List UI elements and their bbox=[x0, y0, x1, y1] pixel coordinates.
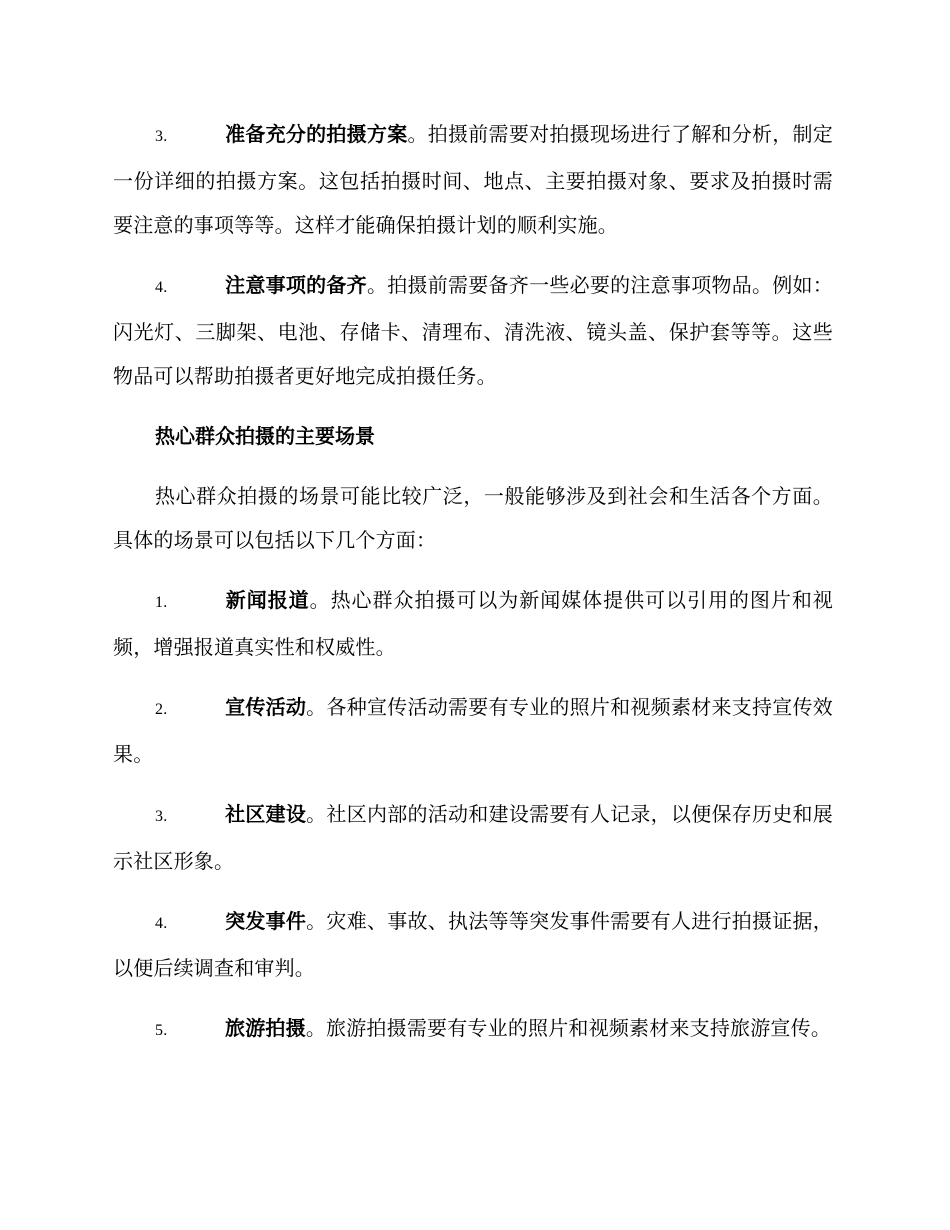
list-item-title-punct: 。 bbox=[309, 588, 331, 612]
list-item-text: 拍摄前需要对拍摄现场进行了解和分析，制定一份详细的拍摄方案。这包括拍摄时间、地点、主要拍摄对象、要求及拍摄时需要注意的事项等等。这样才能确保拍摄计划的顺利实施。 bbox=[113, 122, 834, 237]
list-item-title: 注意事项的备齐 bbox=[225, 273, 367, 297]
list-item-title-punct: 。 bbox=[407, 122, 428, 146]
intro-paragraph: 热心群众拍摄的场景可能比较广泛，一般能够涉及到社会和生活各个方面。具体的场景可以包括以下几个方面： bbox=[113, 484, 833, 552]
list-item-title: 准备充分的拍摄方案 bbox=[225, 122, 408, 146]
list-number: 1. bbox=[155, 594, 168, 611]
list-item-title-punct: 。 bbox=[306, 909, 327, 933]
list-item-text: 拍摄前需要备齐一些必要的注意事项物品。例如：闪光灯、三脚架、电池、存储卡、清理布、清洗液、镜头盖、保护套等等。这些物品可以帮助拍摄者更好地完成拍摄任务。 bbox=[113, 273, 834, 388]
list-item-title-punct: 。 bbox=[366, 273, 388, 297]
list-item-text: 旅游拍摄需要有专业的照片和视频素材来支持旅游宣传。 bbox=[326, 1016, 832, 1040]
list-item-scene-1 bbox=[113, 578, 833, 669]
list-item-text: 社区内部的活动和建设需要有人记录，以便保存历史和展示社区形象。 bbox=[113, 802, 834, 873]
section-heading: 热心群众拍摄的主要场景 bbox=[155, 424, 375, 448]
list-item-scene-4 bbox=[113, 899, 833, 990]
list-item-title: 社区建设 bbox=[225, 802, 307, 826]
list-item-text: 灾难、事故、执法等等突发事件需要有人进行拍摄证据，以便后续调查和审判。 bbox=[113, 909, 834, 980]
list-item-scene-3 bbox=[113, 792, 833, 883]
list-item-text: 各种宣传活动需要有专业的照片和视频素材来支持宣传效果。 bbox=[113, 695, 834, 766]
list-item-prep-3 bbox=[113, 112, 833, 247]
list-number: 2. bbox=[155, 701, 168, 718]
list-number: 4. bbox=[155, 915, 168, 932]
list-item-title: 突发事件 bbox=[225, 909, 307, 933]
list-item-prep-4 bbox=[113, 263, 833, 398]
document-body bbox=[113, 112, 833, 1069]
list-item-title: 旅游拍摄 bbox=[225, 1016, 306, 1040]
list-number: 3. bbox=[155, 128, 168, 145]
list-number: 5. bbox=[155, 1022, 168, 1039]
list-item-title-punct: 。 bbox=[306, 802, 327, 826]
list-item-title-punct: 。 bbox=[305, 1016, 327, 1040]
list-item-scene-5 bbox=[113, 1006, 833, 1053]
list-number: 3. bbox=[155, 808, 168, 825]
list-item-scene-2 bbox=[113, 685, 833, 776]
list-item-title-punct: 。 bbox=[306, 695, 327, 719]
list-item-text: 热心群众拍摄可以为新闻媒体提供可以引用的图片和视频，增强报道真实性和权威性。 bbox=[113, 588, 833, 659]
list-item-title: 宣传活动 bbox=[225, 695, 307, 719]
list-number: 4. bbox=[155, 279, 168, 296]
list-item-title: 新闻报道 bbox=[225, 588, 310, 612]
